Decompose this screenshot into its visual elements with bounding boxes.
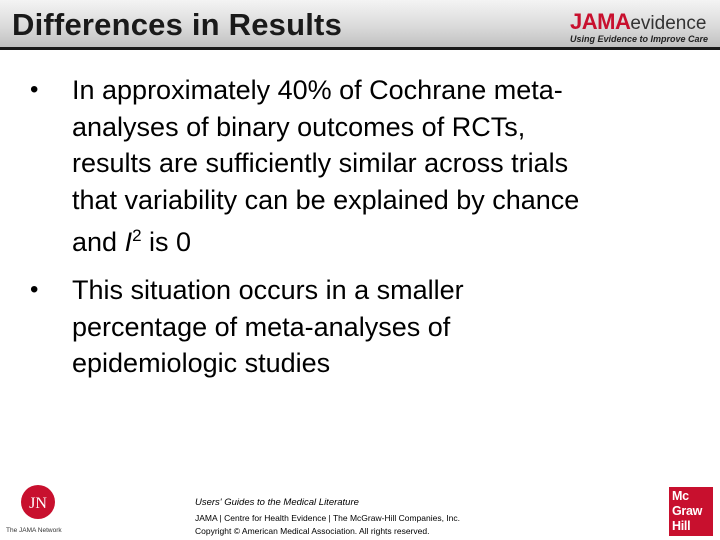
formula-suffix: is 0 [141,227,192,257]
bullet-line: that variability can be explained by chance [72,184,580,215]
footer-guide-title: Users' Guides to the Medical Literature [195,497,359,508]
jama-evidence-logo [562,10,712,46]
bullet-line: epidemiologic studies [72,348,331,378]
header-divider [0,47,720,50]
brand-evidence: evidence [630,13,707,34]
formula-variable: I [124,227,133,257]
bullet-line-formula [72,218,692,261]
formula-superscript: 2 [132,226,142,245]
mcgraw-line: Hill [672,519,691,533]
bullet-line: percentage of meta-analyses of [72,311,451,342]
mcgraw-hill-logo [669,487,713,536]
brand-jama: JAMA [570,9,631,34]
bullet-text [72,272,692,382]
jama-network-caption: The JAMA Network [6,527,62,534]
bullet-dot-icon: • [30,276,39,303]
mcgraw-line: Mc [672,489,689,503]
bullet-line: analyses of binary outcomes of RCTs, [72,111,526,142]
bullet-line: In approximately 40% of Cochrane meta- [72,75,563,105]
bullet-line: results are sufficiently similar across trials [72,148,569,178]
bullet-line: This situation occurs in a smaller [72,275,464,305]
slide-title: Differences in Results [12,7,343,42]
footer-copyright: Copyright © American Medical Association. All rights reserved. [195,526,430,536]
mcgraw-line: Graw [672,504,703,518]
brand-tagline: Using Evidence to Improve Care [570,34,709,44]
brand-name [570,10,706,36]
logo-initials: JN [29,495,47,512]
formula-prefix: and [72,227,125,257]
bullet-dot-icon: • [30,76,39,103]
footer-text [195,497,460,538]
slide-header [0,0,720,50]
bullet-text [72,72,692,261]
footer-publishers: JAMA | Centre for Health Evidence | The McGraw-Hill Companies, Inc. [195,513,461,523]
